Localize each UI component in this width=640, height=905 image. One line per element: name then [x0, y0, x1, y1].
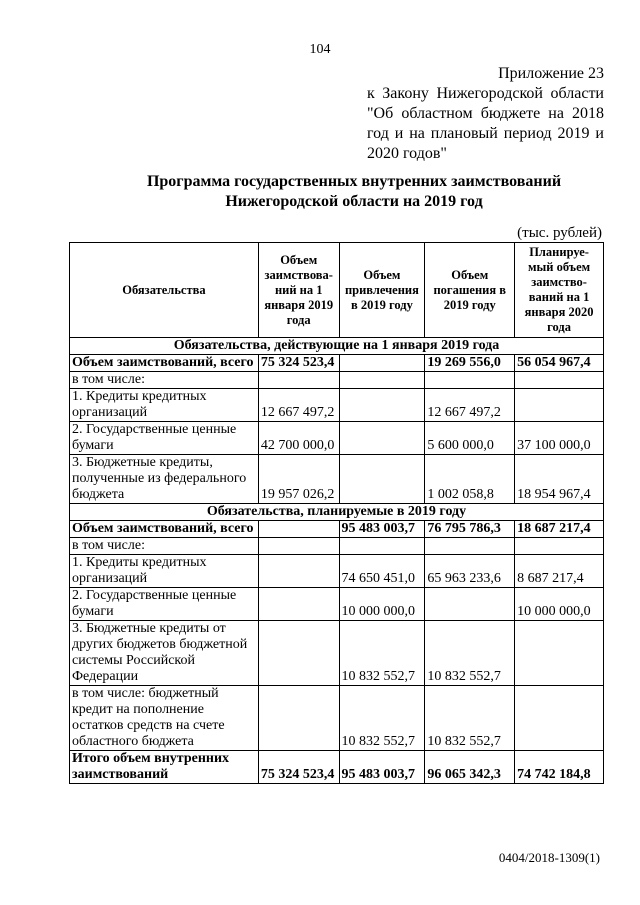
appendix-line: к Закону Нижегородской области [367, 85, 604, 102]
row-label: 1. Кредиты кредитных организаций [70, 389, 259, 422]
table-header-row [70, 243, 604, 338]
cell-volume-jan-2019 [258, 372, 339, 389]
units-note: (тыс. рублей) [517, 225, 602, 241]
table-row [70, 555, 604, 588]
row-label: 2. Государственные ценные бумаги [70, 422, 259, 455]
table-row [70, 372, 604, 389]
cell-borrowing-2019 [339, 389, 425, 422]
cell-repayment-2019: 76 795 786,3 [425, 521, 515, 538]
cell-volume-jan-2019 [258, 538, 339, 555]
cell-planned-jan-2020 [515, 389, 604, 422]
row-label: 2. Государственные ценные бумаги [70, 588, 259, 621]
cell-repayment-2019: 12 667 497,2 [425, 389, 515, 422]
total-borrowing-2019: 95 483 003,7 [339, 751, 425, 784]
cell-borrowing-2019 [339, 355, 425, 372]
cell-volume-jan-2019 [258, 621, 339, 686]
cell-volume-jan-2019 [258, 686, 339, 751]
title-line-1: Программа государственных внутренних заимствований [146, 173, 562, 190]
cell-planned-jan-2020: 18 954 967,4 [515, 455, 604, 504]
section-existing-obligations: Обязательства, действующие на 1 января 2019 года [70, 338, 604, 355]
cell-borrowing-2019 [339, 372, 425, 389]
cell-planned-jan-2020 [515, 372, 604, 389]
cell-repayment-2019: 65 963 233,6 [425, 555, 515, 588]
header-obligations: Обязательства [70, 243, 259, 338]
cell-repayment-2019: 10 832 552,7 [425, 686, 515, 751]
total-label: Итого объем внутренних заимствований [70, 751, 259, 784]
cell-planned-jan-2020: 18 687 217,4 [515, 521, 604, 538]
document-title [0, 172, 640, 212]
cell-planned-jan-2020: 10 000 000,0 [515, 588, 604, 621]
cell-repayment-2019: 5 600 000,0 [425, 422, 515, 455]
cell-planned-jan-2020 [515, 538, 604, 555]
row-label: Объем заимствований, всего [70, 521, 259, 538]
cell-volume-jan-2019: 19 957 026,2 [258, 455, 339, 504]
table-row [70, 621, 604, 686]
cell-borrowing-2019: 10 000 000,0 [339, 588, 425, 621]
total-repayment-2019: 96 065 342,3 [425, 751, 515, 784]
cell-repayment-2019 [425, 372, 515, 389]
cell-repayment-2019: 19 269 556,0 [425, 355, 515, 372]
cell-repayment-2019 [425, 588, 515, 621]
header-planned-jan-2020: Планируе-мый объем заимство-ваний на 1 января 2020 года [515, 243, 604, 338]
table-row [70, 422, 604, 455]
cell-repayment-2019 [425, 538, 515, 555]
row-label: в том числе: [70, 372, 259, 389]
section-header-row [70, 338, 604, 355]
row-label: 3. Бюджетные кредиты от других бюджетов бюджетной системы Российской Федерации [70, 621, 259, 686]
borrowing-program-table [69, 242, 604, 784]
row-label: в том числе: [70, 538, 259, 555]
table-row [70, 686, 604, 751]
cell-borrowing-2019: 10 832 552,7 [339, 621, 425, 686]
section-planned-obligations: Обязательства, планируемые в 2019 году [70, 504, 604, 521]
cell-borrowing-2019: 95 483 003,7 [339, 521, 425, 538]
table-row [70, 538, 604, 555]
header-borrowing-2019: Объем привлечения в 2019 году [339, 243, 425, 338]
page-number: 104 [309, 42, 331, 57]
cell-volume-jan-2019: 75 324 523,4 [258, 355, 339, 372]
appendix-line: год и на плановый период 2019 и [367, 125, 604, 142]
cell-borrowing-2019 [339, 422, 425, 455]
title-line-2: Нижегородской области на 2019 год [225, 193, 483, 210]
cell-repayment-2019: 10 832 552,7 [425, 621, 515, 686]
header-repayment-2019: Объем погашения в 2019 году [425, 243, 515, 338]
table-row [70, 455, 604, 504]
section-header-row [70, 504, 604, 521]
cell-volume-jan-2019 [258, 588, 339, 621]
cell-planned-jan-2020 [515, 686, 604, 751]
row-label: в том числе: бюджетный кредит на пополнение остатков средств на счете областного бюджета [70, 686, 259, 751]
row-label: Объем заимствований, всего [70, 355, 259, 372]
total-planned-jan-2020: 74 742 184,8 [515, 751, 604, 784]
appendix-line: "Об областном бюджете на 2018 [367, 105, 604, 122]
cell-planned-jan-2020 [515, 621, 604, 686]
cell-volume-jan-2019: 12 667 497,2 [258, 389, 339, 422]
cell-borrowing-2019: 74 650 451,0 [339, 555, 425, 588]
appendix-line: 2020 годов" [367, 145, 447, 162]
table-row [70, 521, 604, 538]
row-label: 3. Бюджетные кредиты, полученные из федерального бюджета [70, 455, 259, 504]
cell-borrowing-2019 [339, 538, 425, 555]
appendix-line: Приложение 23 [498, 65, 604, 82]
cell-repayment-2019: 1 002 058,8 [425, 455, 515, 504]
cell-borrowing-2019: 10 832 552,7 [339, 686, 425, 751]
table-row [70, 389, 604, 422]
table-row [70, 355, 604, 372]
cell-volume-jan-2019 [258, 521, 339, 538]
total-volume-jan-2019: 75 324 523,4 [258, 751, 339, 784]
appendix-reference [367, 64, 604, 164]
cell-planned-jan-2020: 56 054 967,4 [515, 355, 604, 372]
header-volume-jan-2019: Объем заимствова-ний на 1 января 2019 года [258, 243, 339, 338]
cell-planned-jan-2020: 8 687 217,4 [515, 555, 604, 588]
row-label: 1. Кредиты кредитных организаций [70, 555, 259, 588]
cell-borrowing-2019 [339, 455, 425, 504]
table-row [70, 588, 604, 621]
cell-planned-jan-2020: 37 100 000,0 [515, 422, 604, 455]
document-code: 0404/2018-1309(1) [498, 850, 600, 865]
cell-volume-jan-2019: 42 700 000,0 [258, 422, 339, 455]
cell-volume-jan-2019 [258, 555, 339, 588]
total-row [70, 751, 604, 784]
